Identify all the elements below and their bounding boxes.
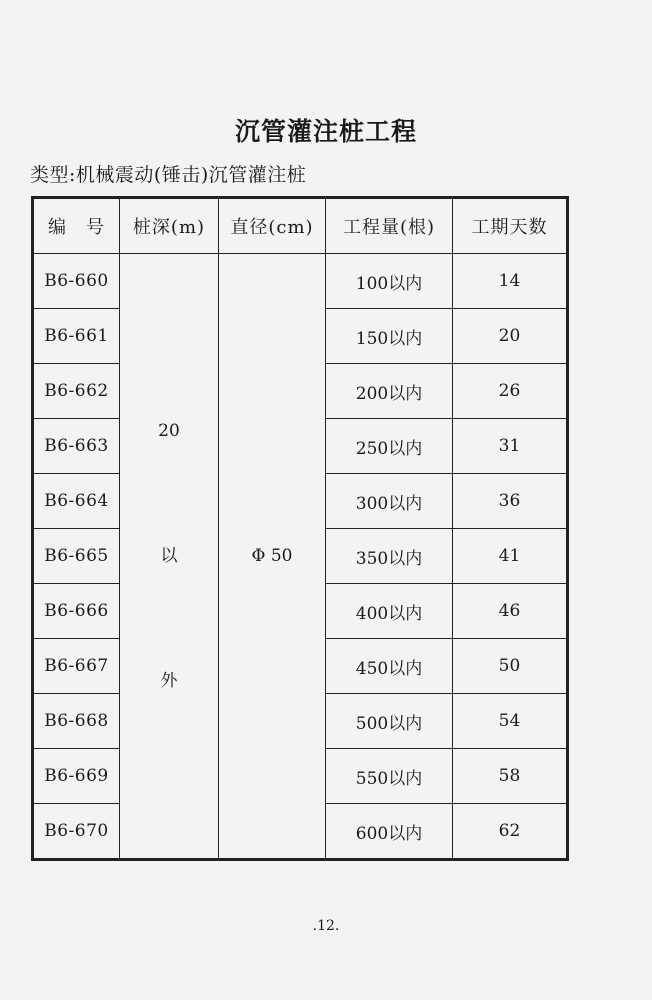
- quantity-cell: 500以内: [326, 694, 453, 749]
- quantity-cell: 550以内: [326, 749, 453, 804]
- duration-days-cell: 31: [453, 419, 568, 474]
- item-code: B6-665: [33, 529, 120, 584]
- item-code: B6-670: [33, 804, 120, 860]
- type-line: 类型:机械震动(锤击)沉管灌注桩: [30, 164, 307, 186]
- pile-depth-text: 以: [160, 546, 178, 566]
- quantity-cell: 350以内: [326, 529, 453, 584]
- header-days: 工期天数: [453, 198, 568, 254]
- item-code: B6-669: [33, 749, 120, 804]
- item-code: B6-668: [33, 694, 120, 749]
- duration-days-cell: 41: [453, 529, 568, 584]
- pile-diameter-cell: [219, 254, 326, 860]
- item-code: B6-664: [33, 474, 120, 529]
- duration-days-cell: 54: [453, 694, 568, 749]
- duration-days-cell: 36: [453, 474, 568, 529]
- pile-duration-table: [31, 196, 569, 861]
- item-code: B6-660: [33, 254, 120, 309]
- pile-table-container: [31, 196, 569, 861]
- pile-depth-text: 外: [160, 671, 178, 691]
- item-code: B6-667: [33, 639, 120, 694]
- item-code: B6-661: [33, 309, 120, 364]
- table-row: [33, 254, 568, 309]
- pile-diameter-text: Φ 50: [251, 546, 293, 566]
- duration-days-cell: 14: [453, 254, 568, 309]
- header-quantity: 工程量(根): [326, 198, 453, 254]
- item-code: B6-666: [33, 584, 120, 639]
- duration-days-cell: 58: [453, 749, 568, 804]
- item-code: B6-663: [33, 419, 120, 474]
- duration-days-cell: 50: [453, 639, 568, 694]
- quantity-cell: 600以内: [326, 804, 453, 860]
- page-number: .12.: [312, 918, 340, 934]
- quantity-cell: 200以内: [326, 364, 453, 419]
- quantity-cell: 150以内: [326, 309, 453, 364]
- quantity-cell: 300以内: [326, 474, 453, 529]
- duration-days-cell: 20: [453, 309, 568, 364]
- pile-depth-text: 20: [158, 421, 180, 441]
- duration-days-cell: 46: [453, 584, 568, 639]
- quantity-cell: 400以内: [326, 584, 453, 639]
- quantity-cell: 250以内: [326, 419, 453, 474]
- page-title: 沉管灌注桩工程: [234, 117, 417, 146]
- duration-days-cell: 62: [453, 804, 568, 860]
- header-code: 编 号: [33, 198, 120, 254]
- header-depth: 桩深(m): [120, 198, 219, 254]
- pile-depth-cell: [120, 254, 219, 860]
- table-header-row: [33, 198, 568, 254]
- pile-depth-stack: [120, 421, 218, 691]
- quantity-cell: 100以内: [326, 254, 453, 309]
- duration-days-cell: 26: [453, 364, 568, 419]
- item-code: B6-662: [33, 364, 120, 419]
- header-diameter: 直径(cm): [219, 198, 326, 254]
- quantity-cell: 450以内: [326, 639, 453, 694]
